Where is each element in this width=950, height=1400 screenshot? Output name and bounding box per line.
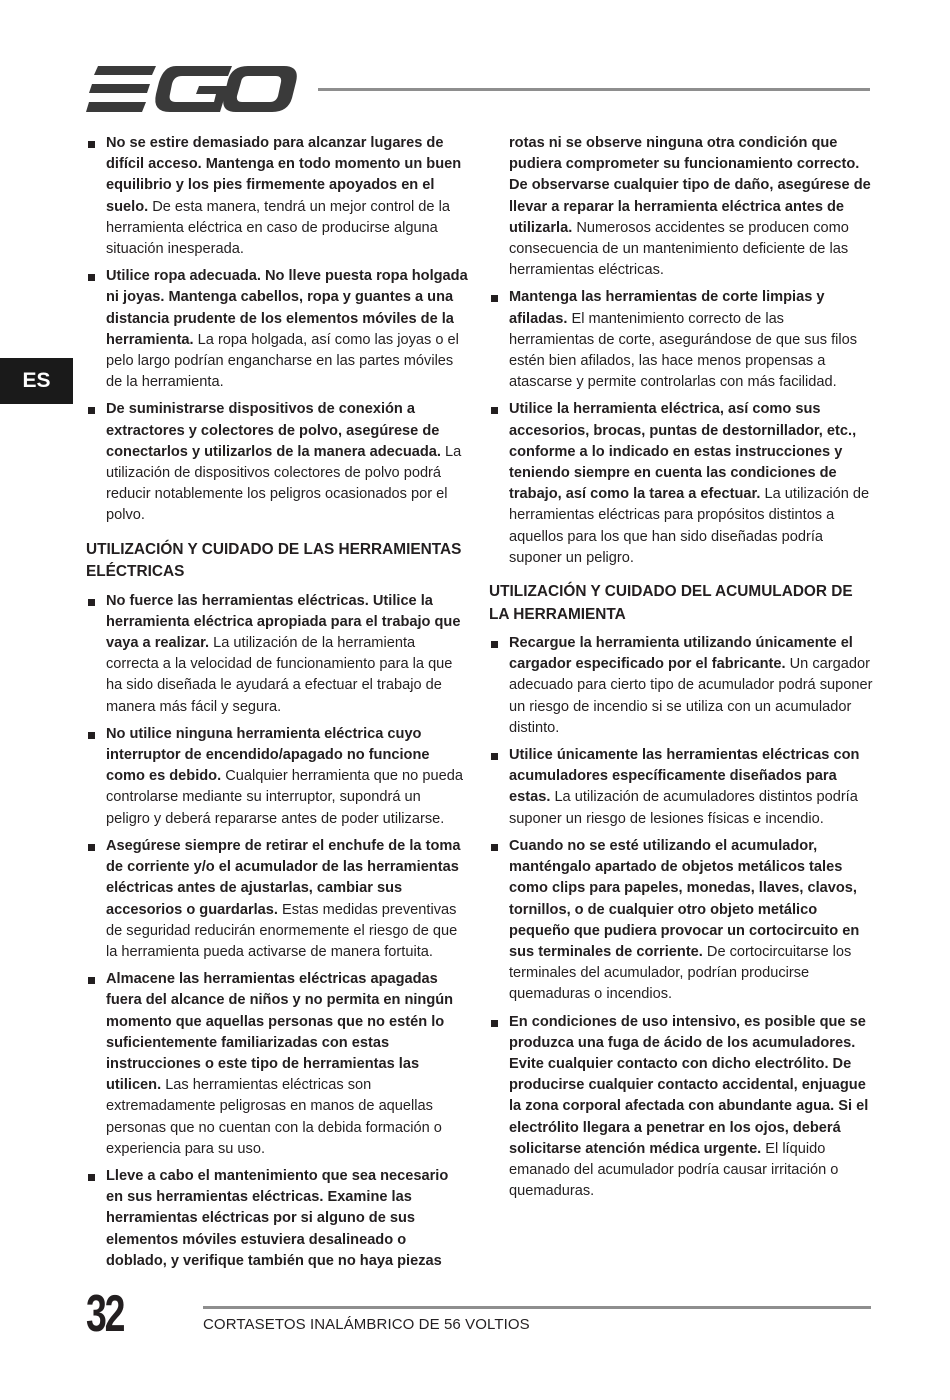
item-text: La utilización de la herramienta correcta a la velocidad de funcionamiento para la que ha sido diseñada le ayudará a efectuar el trabajo de manera más fácil y segura. [106, 635, 453, 715]
list-item [489, 745, 873, 830]
item-bold-text: Utilice únicamente las herramientas eléctricas con acumuladores específicamente diseñados para estas. [509, 747, 860, 806]
item-text: La utilización de acumuladores distintos podría suponer un riesgo de lesiones físicas e incendio. [509, 789, 858, 827]
list-item [489, 287, 873, 393]
item-bold-text: rotas ni se observe ninguna otra condición que pudiera comprometer su funcionamiento correcto. De observarse cualquier tipo de daño, asegúrese de llevar a reparar la herramienta eléctrica antes de utilizarla. [509, 135, 871, 236]
bullet-square-icon [491, 1020, 498, 1027]
section-heading: UTILIZACIÓN Y CUIDADO DEL ACUMULADOR DE LA HERRAMIENTA [489, 583, 853, 623]
list-item [489, 836, 873, 1006]
list-item [86, 591, 468, 718]
language-tab [0, 358, 73, 404]
item-text: Numerosos accidentes se producen como consecuencia de un mantenimiento deficiente de las herramientas eléctricas. [509, 219, 849, 279]
left-column [86, 133, 468, 1278]
page-number: 32 [86, 1285, 124, 1343]
bullet-square-icon [491, 844, 498, 851]
bullet-square-icon [491, 641, 498, 648]
item-text: De esta manera, tendrá un mejor control de la herramienta eléctrica en caso de producirse alguna situación inesperada. [106, 198, 450, 258]
bullet-square-icon [88, 407, 95, 414]
footer-title: CORTASETOS INALÁMBRICO DE 56 VOLTIOS [203, 1316, 530, 1333]
language-label: ES [22, 369, 51, 392]
header-rule [318, 88, 870, 91]
list-item [86, 1166, 468, 1272]
ego-logo [86, 64, 298, 114]
bullet-square-icon [88, 274, 95, 281]
item-bold-text: Recargue la herramienta utilizando únicamente el cargador especificado por el fabricante. [509, 635, 853, 673]
list-item [489, 399, 873, 569]
item-bold-text: Cuando no se esté utilizando el acumulador, manténgalo apartado de objetos metálicos tales como clips para papeles, monedas, llaves, clavos, tornillos, o de cualquier otro objeto metálico pequeño que pudiera provocar un cortocircuito en sus terminales de corriente. [509, 837, 860, 960]
list-item [86, 133, 468, 260]
item-bold-text: No se estire demasiado para alcanzar lugares de difícil acceso. Mantenga en todo momento un buen equilibrio y los pies firmemente apoyados en el suelo. [106, 135, 462, 215]
item-text: La utilización de herramientas eléctricas para propósitos distintos a aquellos para los que han sido diseñadas podría suponer un peligro. [509, 486, 870, 566]
bullet-square-icon [88, 977, 95, 984]
list-item [86, 399, 468, 526]
item-bold-text: Mantenga las herramientas de corte limpias y afiladas. [509, 289, 825, 327]
item-bold-text: En condiciones de uso intensivo, es posible que se produzca una fuga de ácido de los acumuladores. Evite cualquier contacto con dicho electrólito. De producirse cualquier contacto accidental, enjuague la zona corporal afectada con abundante agua. Si el electrólito llegara a penetrar en los ojos, deberá solicitarse atención médica urgente. [509, 1013, 869, 1157]
bullet-square-icon [88, 1174, 95, 1181]
item-bold-text: Asegúrese siempre de retirar el enchufe de la toma de corriente y/o el acumulador de las herramientas eléctricas antes de ajustarlas, cambiar sus accesorios o guardarlas. [106, 837, 461, 918]
item-text: Estas medidas preventivas de seguridad reducirán enormemente el riesgo de que la herramienta pueda activarse de manera fortuita. [106, 901, 458, 960]
list-item [489, 633, 873, 739]
item-text: La utilización de dispositivos colectores de polvo podrá reducir notablemente los peligros ocasionados por el polvo. [106, 443, 462, 524]
item-bold-text: Almacene las herramientas eléctricas apagadas fuera del alcance de niños y no permita en ningún momento que aquellas personas que no estén lo suficientemente familiarizadas con estas instrucciones o este tipo de herramientas las utilicen. [106, 971, 454, 1094]
bullet-square-icon [88, 844, 95, 851]
list-item [86, 266, 468, 393]
list-item-continuation [489, 133, 873, 281]
bullet-square-icon [491, 407, 498, 414]
bullet-square-icon [88, 599, 95, 606]
bullet-square-icon [491, 295, 498, 302]
item-text: Un cargador adecuado para cierto tipo de acumulador podrá suponer un riesgo de incendio si se utiliza con un acumulador distinto. [509, 656, 873, 736]
item-bold-text: De suministrarse dispositivos de conexión a extractores y colectores de polvo, asegúrese de conectarlos y utilizarlos de la manera adecuada. [106, 401, 441, 460]
item-bold-text: No utilice ninguna herramienta eléctrica cuyo interruptor de encendido/apagado no funcione como es debido. [106, 725, 430, 785]
footer-rule [203, 1306, 871, 1309]
list-item [86, 836, 468, 963]
list-item [489, 1012, 873, 1203]
item-bold-text: No fuerce las herramientas eléctricas. Utilice la herramienta eléctrica apropiada para el trabajo que vaya a realizar. [106, 592, 461, 652]
item-text: La ropa holgada, así como las joyas o el pelo largo podrían engancharse en las partes móviles de la herramienta. [106, 331, 459, 391]
bullet-square-icon [491, 753, 498, 760]
item-text: Las herramientas eléctricas son extremadamente peligrosas en manos de aquellas personas que no cuentan con la debida formación o experiencia para su uso. [106, 1077, 442, 1157]
section-heading: UTILIZACIÓN Y CUIDADO DE LAS HERRAMIENTAS ELÉCTRICAS [86, 540, 462, 581]
item-bold-text: Lleve a cabo el mantenimiento que sea necesario en sus herramientas eléctricas. Examine las herramientas eléctricas por si alguno de sus elementos móviles estuviera desalineado o doblado, y verifique también que no haya piezas [106, 1167, 449, 1269]
list-item [86, 969, 468, 1160]
list-item [86, 724, 468, 830]
bullet-square-icon [88, 141, 95, 148]
item-bold-text: Utilice ropa adecuada. No lleve puesta ropa holgada ni joyas. Mantenga cabellos, ropa y guantes a una distancia prudente de los elementos móviles de la herramienta. [106, 268, 468, 348]
item-text: El líquido emanado del acumulador podría causar irritación o quemaduras. [509, 1140, 839, 1200]
item-bold-text: Utilice la herramienta eléctrica, así como sus accesorios, brocas, puntas de destornillador, etc., conforme a lo indicado en estas instrucciones y teniendo siempre en cuenta las condiciones de trabajo, así como la tarea a efectuar. [509, 401, 857, 503]
right-column [489, 133, 873, 1208]
item-text: El mantenimiento correcto de las herramientas de corte, asegurándose de que sus filos estén bien afilados, las hace menos propensas a atascarse y permite controlarlas con más facilidad. [509, 310, 858, 391]
bullet-square-icon [88, 732, 95, 739]
item-text: De cortocircuitarse los terminales del acumulador, podrían producirse quemaduras o incendios. [509, 943, 852, 1003]
item-text: Cualquier herramienta que no pueda controlarse mediante su interruptor, supondrá un peligro y deberá repararse antes de poder utilizarse. [106, 768, 463, 827]
